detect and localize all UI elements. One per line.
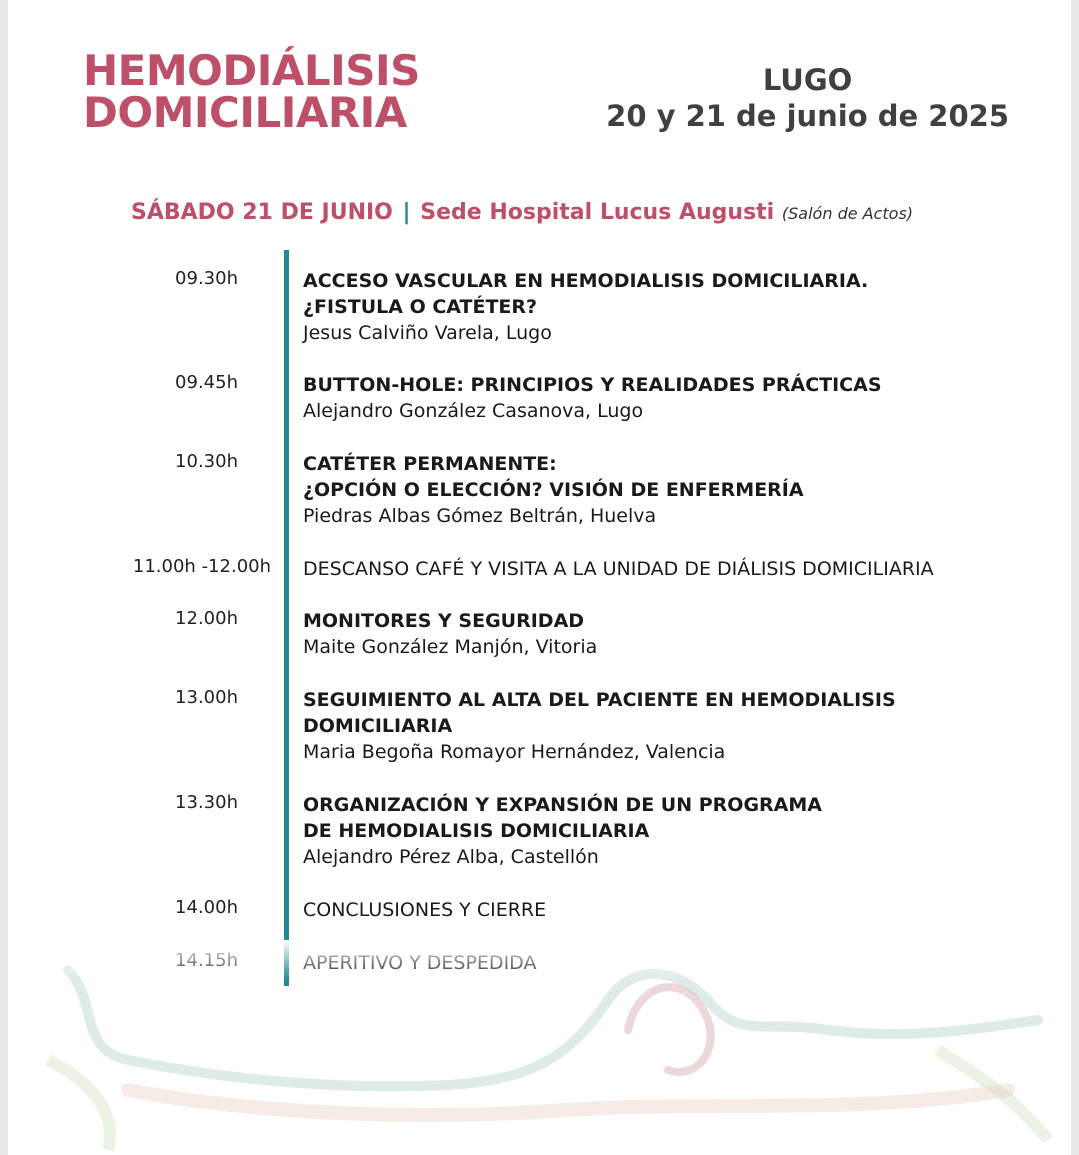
item-title: ¿FISTULA O CATÉTER? (303, 296, 538, 318)
item-title: BUTTON-HOLE: PRINCIPIOS Y REALIDADES PRÁCTICAS (303, 374, 882, 396)
item-body (303, 608, 1023, 660)
item-speaker: Maite González Manjón, Vitoria (303, 636, 598, 658)
item-body (303, 792, 1023, 870)
day-heading (131, 200, 913, 225)
item-body (303, 451, 1023, 529)
item-title: ACCESO VASCULAR EN HEMODIALISIS DOMICILIARIA. (303, 270, 869, 292)
item-time: 14.00h (175, 897, 238, 918)
item-body (303, 268, 1023, 346)
item-speaker: Alejandro González Casanova, Lugo (303, 400, 644, 422)
timeline-bar (284, 250, 289, 986)
day-separator: | (402, 200, 411, 225)
item-body (303, 372, 1023, 424)
item-time: 13.00h (175, 687, 238, 708)
program-page (8, 0, 1071, 1155)
item-time: 10.30h (175, 451, 238, 472)
item-title: ¿OPCIÓN O ELECCIÓN? VISIÓN DE ENFERMERÍA (303, 479, 804, 501)
event-title (83, 46, 420, 137)
item-title: CONCLUSIONES Y CIERRE (303, 899, 547, 921)
item-title: MONITORES Y SEGURIDAD (303, 610, 585, 632)
item-speaker: Alejandro Pérez Alba, Castellón (303, 846, 599, 868)
event-dates: 20 y 21 de junio de 2025 (606, 99, 1009, 133)
item-speaker: Piedras Albas Gómez Beltrán, Huelva (303, 505, 657, 527)
item-title: SEGUIMIENTO AL ALTA DEL PACIENTE EN HEMODIALISIS (303, 689, 896, 711)
item-body (303, 897, 1023, 923)
item-title: DESCANSO CAFÉ Y VISITA A LA UNIDAD DE DIÁLISIS DOMICILIARIA (303, 558, 934, 580)
title-line-2: DOMICILIARIA (83, 88, 407, 137)
item-time: 12.00h (175, 608, 238, 629)
item-body (303, 687, 1023, 765)
item-speaker: Maria Begoña Romayor Hernández, Valencia (303, 741, 726, 763)
item-time: 09.30h (175, 268, 238, 289)
item-speaker: Jesus Calviño Varela, Lugo (303, 322, 552, 344)
day-date: SÁBADO 21 DE JUNIO (131, 200, 393, 225)
item-title: DE HEMODIALISIS DOMICILIARIA (303, 820, 650, 842)
day-room: (Salón de Actos) (781, 204, 914, 223)
event-city: LUGO (762, 63, 853, 97)
item-title: CATÉTER PERMANENTE: (303, 453, 557, 475)
item-time: 11.00h -12.00h (132, 556, 271, 577)
watercolor-illustration (8, 940, 1071, 1155)
item-time: 09.45h (175, 372, 238, 393)
item-body (303, 556, 1023, 582)
title-line-1: HEMODIÁLISIS (83, 46, 420, 95)
event-location-dates (606, 62, 1009, 134)
day-venue: Sede Hospital Lucus Augusti (420, 200, 775, 225)
item-title: ORGANIZACIÓN Y EXPANSIÓN DE UN PROGRAMA (303, 794, 822, 816)
item-time: 13.30h (175, 792, 238, 813)
item-title: DOMICILIARIA (303, 715, 453, 737)
